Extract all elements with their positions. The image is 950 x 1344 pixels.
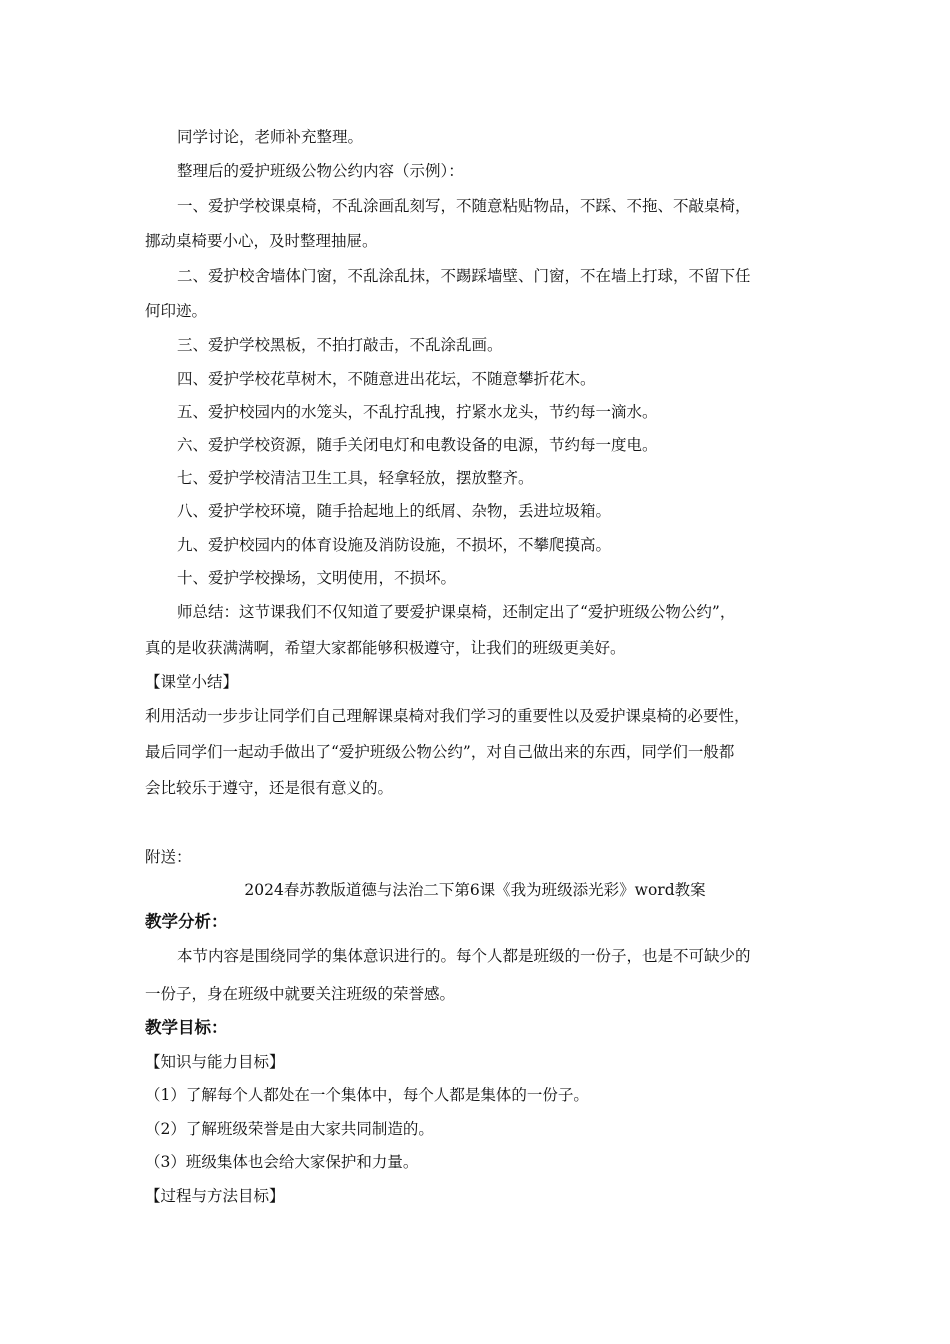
document-title: 2024春苏教版道德与法治二下第6课《我为班级添光彩》word教案 [244, 881, 706, 899]
paragraph: 会比较乐于遵守，还是很有意义的。 [145, 779, 394, 797]
list-item: 八、爱护学校环境，随手拾起地上的纸屑、杂物，丢进垃圾箱。 [177, 502, 612, 520]
appendix-label: 附送： [145, 848, 192, 866]
paragraph: 一份子，身在班级中就要关注班级的荣誉感。 [145, 985, 456, 1003]
list-item: （3）班级集体也会给大家保护和力量。 [145, 1153, 419, 1171]
paragraph: 同学讨论，老师补充整理。 [177, 128, 364, 146]
subsection-heading: 【知识与能力目标】 [145, 1053, 285, 1071]
section-heading: 【课堂小结】 [145, 673, 239, 691]
list-item: 九、爱护校园内的体育设施及消防设施，不损坏，不攀爬摸高。 [177, 536, 612, 554]
list-item: 五、爱护校园内的水笼头，不乱拧乱拽，拧紧水龙头，节约每一滴水。 [177, 403, 658, 421]
paragraph: 一、爱护学校课桌椅，不乱涂画乱刻写，不随意粘贴物品，不踩、不拖、不敲桌椅， [177, 197, 751, 215]
list-item: （1）了解每个人都处在一个集体中，每个人都是集体的一份子。 [145, 1086, 589, 1104]
paragraph: 本节内容是围绕同学的集体意识进行的。每个人都是班级的一份子，也是不可缺少的 [177, 947, 751, 965]
paragraph: 真的是收获满满啊，希望大家都能够积极遵守，让我们的班级更美好。 [145, 639, 626, 657]
paragraph: 师总结：这节课我们不仅知道了要爱护课桌椅，还制定出了“爱护班级公物公约”， [177, 603, 736, 621]
section-heading: 教学分析： [145, 912, 228, 931]
list-item: （2）了解班级荣誉是由大家共同制造的。 [145, 1120, 434, 1138]
paragraph: 二、爱护校舍墙体门窗，不乱涂乱抹，不踢踩墙壁、门窗，不在墙上打球，不留下任 [177, 267, 751, 285]
paragraph: 挪动桌椅要小心，及时整理抽屉。 [145, 232, 378, 250]
list-item: 十、爱护学校操场，文明使用，不损坏。 [177, 569, 457, 587]
paragraph: 最后同学们一起动手做出了“爱护班级公物公约”，对自己做出来的东西，同学们一般都 [145, 743, 735, 761]
list-item: 三、爱护学校黑板，不拍打敲击，不乱涂乱画。 [177, 336, 503, 354]
paragraph: 整理后的爱护班级公物公约内容（示例）： [177, 162, 464, 180]
paragraph: 何印迹。 [145, 302, 208, 320]
section-heading: 教学目标： [145, 1018, 228, 1037]
list-item: 七、爱护学校清洁卫生工具，轻拿轻放，摆放整齐。 [177, 469, 534, 487]
list-item: 四、爱护学校花草树木，不随意进出花坛，不随意攀折花木。 [177, 370, 596, 388]
paragraph: 利用活动一步步让同学们自己理解课桌椅对我们学习的重要性以及爱护课桌椅的必要性， [145, 707, 750, 725]
subsection-heading: 【过程与方法目标】 [145, 1187, 285, 1205]
list-item: 六、爱护学校资源，随手关闭电灯和电教设备的电源，节约每一度电。 [177, 436, 658, 454]
